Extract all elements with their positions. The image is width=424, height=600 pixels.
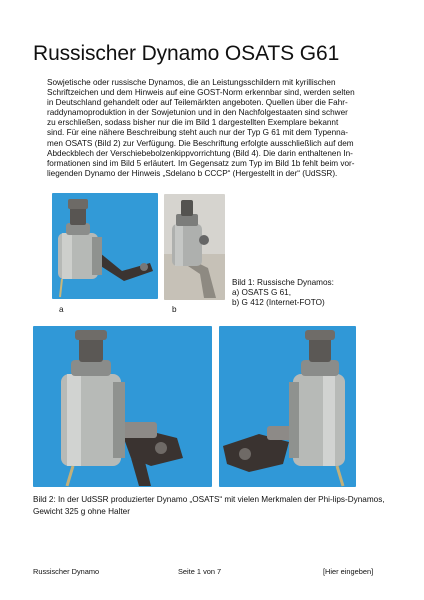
footer-left: Russischer Dynamo (33, 567, 100, 576)
caption-line: b) G 412 (Internet-FOTO) (232, 298, 325, 307)
paragraph-line: formationen sind im Bild 5 erläutert. Im Gegensatz zum Typ im Bild 1b fehlt beim vor- (47, 158, 355, 168)
paragraph-line: zu erschließen, sodass bisher nur die im Bild 1 dargestellten Exemplare bekannt (47, 118, 339, 128)
paragraph-line: Schriftzeichen und dem Hinweis auf eine GOST-Norm erkennbar sind, werden selten (47, 88, 355, 98)
caption-line: Bild 1: Russische Dynamos: (232, 278, 334, 287)
figure2-caption: Bild 2: In der UdSSR produzierter Dynamo „OSATS“ mit vielen Merkmalen der Phi-lips-Dynamos, Gewicht 325 g ohne Halter (33, 495, 385, 516)
footer-right[interactable]: [Hier eingeben] (323, 567, 374, 576)
paragraph-line: Abdeckblech der Verschiebebolzenkippvorrichtung (Bild 4). Die darin enthaltenen In- (47, 148, 353, 158)
photo-dynamo-osats-g61 (52, 193, 158, 299)
photo-osats-right-view (219, 326, 356, 487)
caption-line: a) OSATS G 61, (232, 288, 291, 297)
photo-dynamo-g412 (164, 194, 225, 300)
figure1-caption (232, 278, 334, 308)
paragraph-line: liegenden Dynamo der Hinweis „Sdelano b CCCP“ (Hergestellt in der“ (UdSSR). (47, 168, 338, 178)
page-title: Russischer Dynamo OSATS G61 (33, 42, 340, 65)
footer-page-number: Seite 1 von 7 (178, 567, 222, 576)
paragraph-line: sind. Für eine nähere Beschreibung steht auch nur der Typ G 61 mit dem Typenna- (47, 128, 348, 138)
photo-osats-left-view (33, 326, 212, 487)
figure-label-b: b (172, 305, 177, 314)
paragraph-line: in Deutschland gehandelt oder auf Teilemärkten angeboten. Quellen über die Fahr- (47, 98, 348, 108)
paragraph-line: Sowjetische oder russische Dynamos, die an Leistungsschildern mit kyrillischen (47, 78, 336, 87)
figure-label-a: a (59, 305, 64, 314)
paragraph-line: men OSATS (Bild 2) zur Verfügung. Die Beschriftung erfolgte ausschließlich auf dem (47, 138, 354, 148)
paragraph-line: raddynamoproduktion in der Sowjetunion und in den Nachfolgestaaten sind schwer (47, 108, 348, 118)
intro-paragraph (47, 78, 387, 179)
